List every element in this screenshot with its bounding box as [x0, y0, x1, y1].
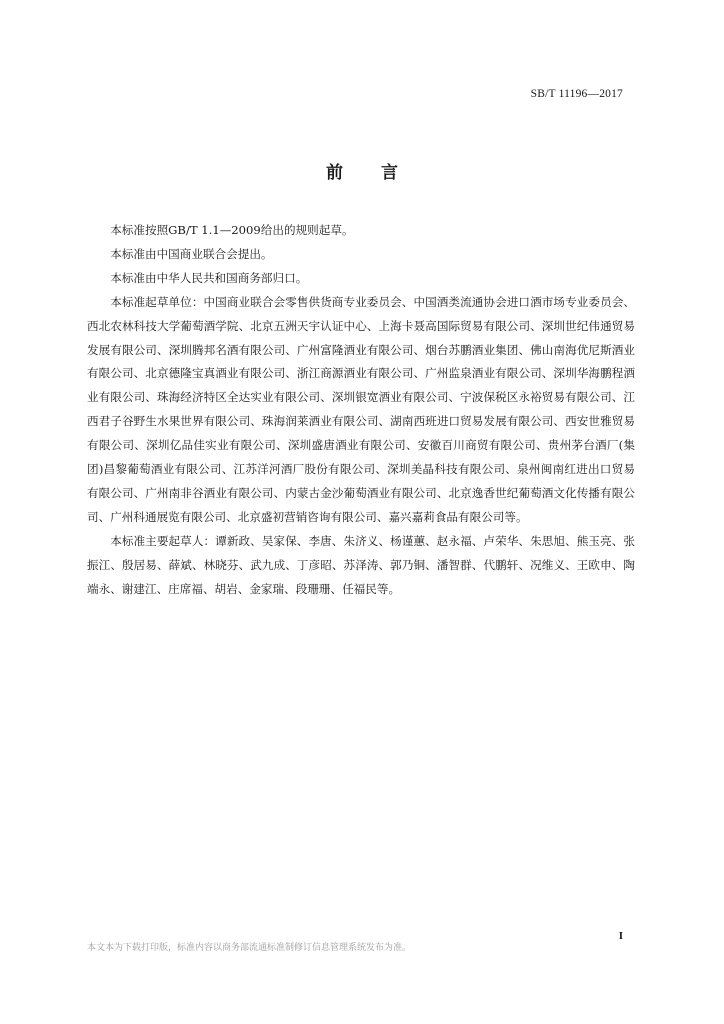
paragraph-drafting-rules: 本标准按照GB/T 1.1—2009给出的规则起草。	[110, 223, 354, 237]
page-title: 前 言	[326, 163, 398, 183]
footer-note: 本文本为下载打印版，标准内容以商务部流通标准制修订信息管理系统发布为准。	[87, 943, 412, 953]
paragraph-administrator: 本标准由中华人民共和国商务部归口。	[110, 270, 308, 285]
standard-code: SB/T 11196—2017	[530, 88, 623, 100]
paragraph-drafters: 本标准主要起草人：谭新政、吴家保、李唐、朱济义、杨谨蕙、赵永福、卢荣华、朱思旭、熊玉亮、张振江、殷居易、薛斌、林晓芬、武九成、丁彦昭、苏泽涛、郭乃铜、潘智群、代鹏轩、况维义、王欧申、陶端永、谢建江、庄席福、胡岩、金家瑞、段珊珊、任福民等。	[87, 533, 635, 596]
document-body	[87, 219, 635, 602]
page-number: I	[618, 930, 623, 942]
paragraph-drafting-units: 本标准起草单位：中国商业联合会零售供货商专业委员会、中国酒类流通协会进口酒市场专业委员会、西北农林科技大学葡萄酒学院、北京五洲天宇认证中心、上海卡聂高国际贸易有限公司、深圳世纪伟通贸易发展有限公司、深圳腾邦名酒有限公司、广州富隆酒业有限公司、烟台苏鹏酒业集团、佛山南海优尼斯酒业有限公司、北京德隆宝真酒业有限公司、浙江商源酒业有限公司、广州监泉酒业有限公司、深圳华海鹏程酒业有限公司、珠海经济特区全达实业有限公司、深圳银宽酒业有限公司、宁波保税区永裕贸易有限公司、江西君子谷野生水果世界有限公司、珠海润莱酒业有限公司、湖南西班进口贸易发展有限公司、西安世雅贸易有限公司、深圳亿品佳实业有限公司、深圳盛唐酒业有限公司、安徽百川商贸有限公司、贵州茅台酒厂(集团)昌黎葡萄酒业有限公司、江苏洋河酒厂股份有限公司、深圳美晶科技有限公司、泉州闽南红进出口贸易有限公司、广州南非谷酒业有限公司、内蒙古金沙葡萄酒业有限公司、北京逸香世纪葡萄酒文化传播有限公司、广州科通展览有限公司、北京盛初营销咨询有限公司、嘉兴嘉莉食品有限公司等。	[87, 294, 635, 524]
paragraph-proposer: 本标准由中国商业联合会提出。	[110, 246, 273, 261]
